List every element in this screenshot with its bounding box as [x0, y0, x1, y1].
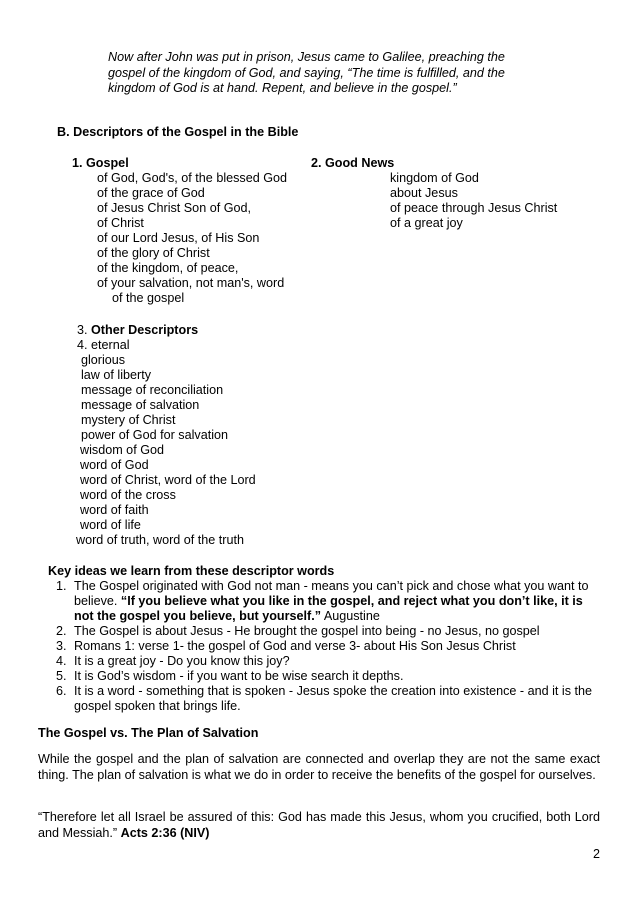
key-idea-text: It is a great joy - Do you know this joy? — [74, 654, 290, 668]
key-idea-number: 1. — [56, 579, 67, 593]
other-item: word of faith — [80, 503, 149, 517]
other-item: power of God for salvation — [81, 428, 229, 442]
other-item: message of salvation — [81, 398, 200, 412]
gospel-list — [97, 171, 287, 306]
key-idea-number: 6. — [56, 684, 67, 698]
other-list — [0, 338, 256, 548]
key-idea-item — [56, 684, 602, 714]
other-item: wisdom of God — [80, 443, 164, 457]
acts-reference: Acts 2:36 (NIV) — [120, 826, 210, 840]
key-idea-item — [56, 624, 602, 639]
other-item: 4. eternal — [77, 338, 130, 352]
other-title: Other Descriptors — [91, 323, 199, 337]
acts-quote-text: “Therefore let all Israel be assured of this: God has made this Jesus, whom you crucified, both Lord and Messiah.” — [38, 810, 600, 840]
key-idea-text: Romans 1: verse 1- the gospel of God and verse 3- about His Son Jesus Christ — [74, 639, 516, 653]
section-b-heading: B. Descriptors of the Gospel in the Bible — [57, 125, 299, 139]
gospel-item: of God, God's, of the blessed God — [97, 171, 288, 185]
good-news-item: of a great joy — [390, 216, 463, 230]
key-idea-number: 4. — [56, 654, 67, 668]
key-idea-attribution: Augustine — [321, 609, 380, 623]
good-news-item: kingdom of God — [390, 171, 479, 185]
key-idea-number: 5. — [56, 669, 67, 683]
other-item: word of God — [80, 458, 149, 472]
key-idea-text: It is a word - something that is spoken - Jesus spoke the creation into existence - and it is the gospel spoken that brings life. — [74, 684, 593, 713]
key-ideas-list — [56, 579, 602, 714]
key-idea-plain: The Gospel originated with God not man - means you can’t pick and chose what you want to believe. — [74, 579, 589, 608]
good-news-heading: 2. Good News — [311, 156, 395, 170]
gospel-heading: 1. Gospel — [72, 156, 129, 170]
other-descriptors-heading — [77, 323, 198, 338]
other-item: mystery of Christ — [81, 413, 176, 427]
key-idea-item — [56, 654, 602, 669]
quote-line: gospel of the kingdom of God, and saying, “The time is fulfilled, and the — [108, 65, 505, 80]
gospel-item: of the gospel — [112, 291, 185, 305]
gospel-item: of Jesus Christ Son of God, — [97, 201, 251, 215]
scripture-quote — [108, 50, 505, 97]
other-item: word of life — [80, 518, 141, 532]
other-item: word of truth, word of the truth — [76, 533, 244, 547]
key-ideas-heading: Key ideas we learn from these descriptor words — [48, 564, 335, 578]
quote-line: kingdom of God is at hand. Repent, and believe in the gospel.” — [108, 81, 457, 95]
gospel-item: of your salvation, not man's, word — [97, 276, 285, 290]
good-news-item: of peace through Jesus Christ — [390, 201, 558, 215]
other-item: word of the cross — [80, 488, 176, 502]
key-idea-number: 3. — [56, 639, 67, 653]
key-idea-item — [56, 669, 602, 684]
key-idea-number: 2. — [56, 624, 67, 638]
key-idea-text — [74, 579, 602, 624]
acts-quote — [38, 809, 600, 841]
gospel-item: of the kingdom, of peace, — [97, 261, 239, 275]
plan-paragraph: While the gospel and the plan of salvation are connected and overlap they are not the same exact thing. The plan of salvation is what we do in order to receive the benefits of the gospel for ourselves. — [38, 752, 600, 782]
other-item: law of liberty — [81, 368, 151, 382]
other-item: word of Christ, word of the Lord — [80, 473, 256, 487]
gospel-item: of the grace of God — [97, 186, 205, 200]
other-number: 3. — [77, 323, 88, 337]
good-news-item: about Jesus — [390, 186, 458, 200]
key-idea-text: It is God’s wisdom - if you want to be wise search it depths. — [74, 669, 404, 683]
good-news-list — [390, 171, 557, 231]
other-item: message of reconciliation — [81, 383, 224, 397]
quote-line: Now after John was put in prison, Jesus came to Galilee, preaching the — [108, 50, 505, 64]
key-idea-text: The Gospel is about Jesus - He brought the gospel into being - no Jesus, no gospel — [74, 624, 540, 638]
key-idea-item — [56, 639, 602, 654]
gospel-item: of our Lord Jesus, of His Son — [97, 231, 260, 245]
gospel-item: of Christ — [97, 216, 144, 230]
page-number: 2 — [593, 847, 601, 861]
gospel-item: of the glory of Christ — [97, 246, 210, 260]
key-idea-item — [56, 579, 602, 624]
other-item: glorious — [81, 353, 126, 367]
augustine-quote: “If you believe what you like in the gospel, and reject what you don’t like, it is not the gospel you believe, but yourself.” — [74, 594, 583, 623]
plan-heading: The Gospel vs. The Plan of Salvation — [38, 726, 259, 740]
